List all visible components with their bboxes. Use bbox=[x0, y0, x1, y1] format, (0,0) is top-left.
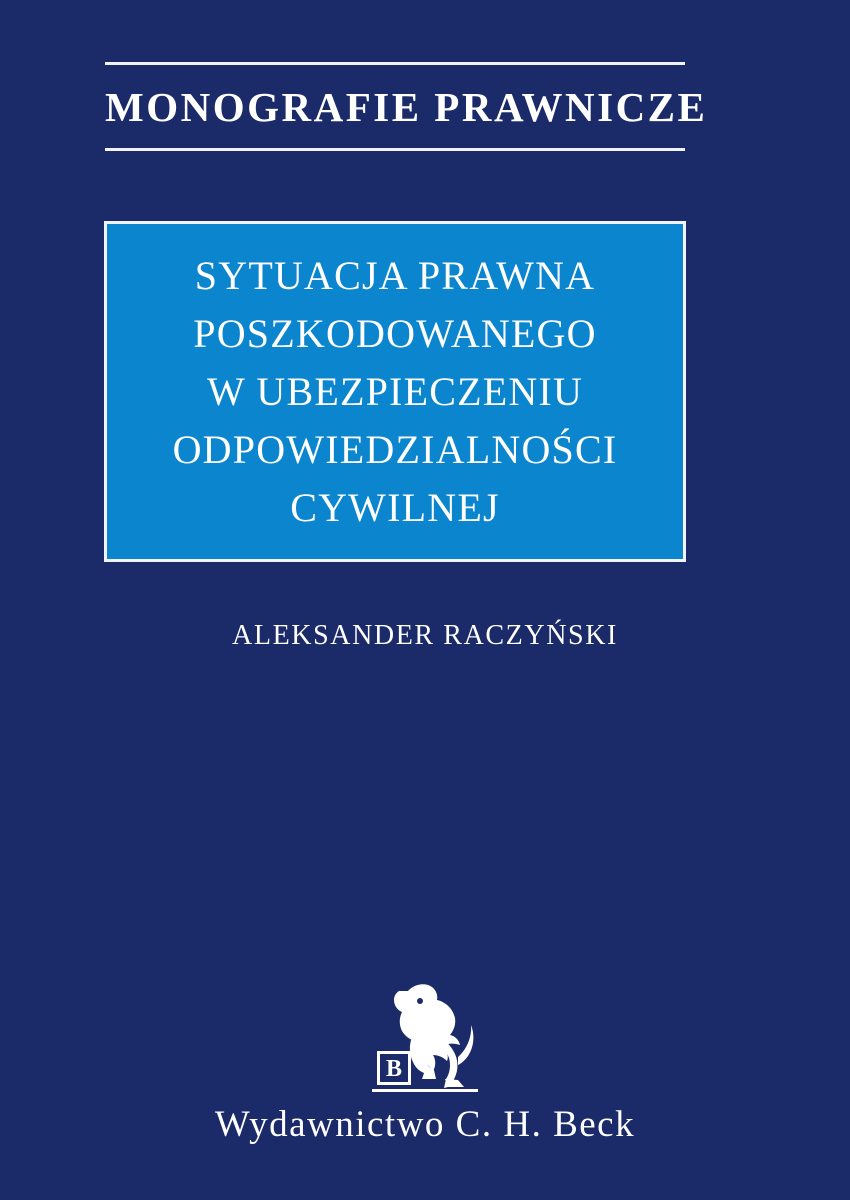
book-title-line-5: CYWILNEJ bbox=[290, 484, 500, 530]
series-title: MONOGRAFIE PRAWNICZE bbox=[105, 84, 708, 130]
author-name: ALEKSANDER RACZYŃSKI bbox=[232, 620, 618, 651]
book-title-line-3: W UBEZPIECZENIU bbox=[206, 368, 584, 414]
series-header bbox=[105, 62, 708, 151]
title-panel bbox=[104, 221, 686, 562]
logo-shield bbox=[377, 1051, 411, 1085]
publisher-name: Wydawnictwo C. H. Beck bbox=[214, 1104, 636, 1145]
series-rule-bottom bbox=[105, 148, 685, 151]
svg-text:B: B bbox=[385, 1056, 403, 1082]
griffin-logo bbox=[350, 975, 500, 1095]
book-title-line-4: ODPOWIEDZIALNOŚCI bbox=[172, 426, 618, 472]
publisher-block bbox=[0, 975, 850, 1146]
book-title-line-1: SYTUACJA PRAWNA bbox=[194, 252, 596, 298]
title-panel-content bbox=[107, 247, 683, 537]
book-title-line-2: POSZKODOWANEGO bbox=[193, 310, 597, 356]
